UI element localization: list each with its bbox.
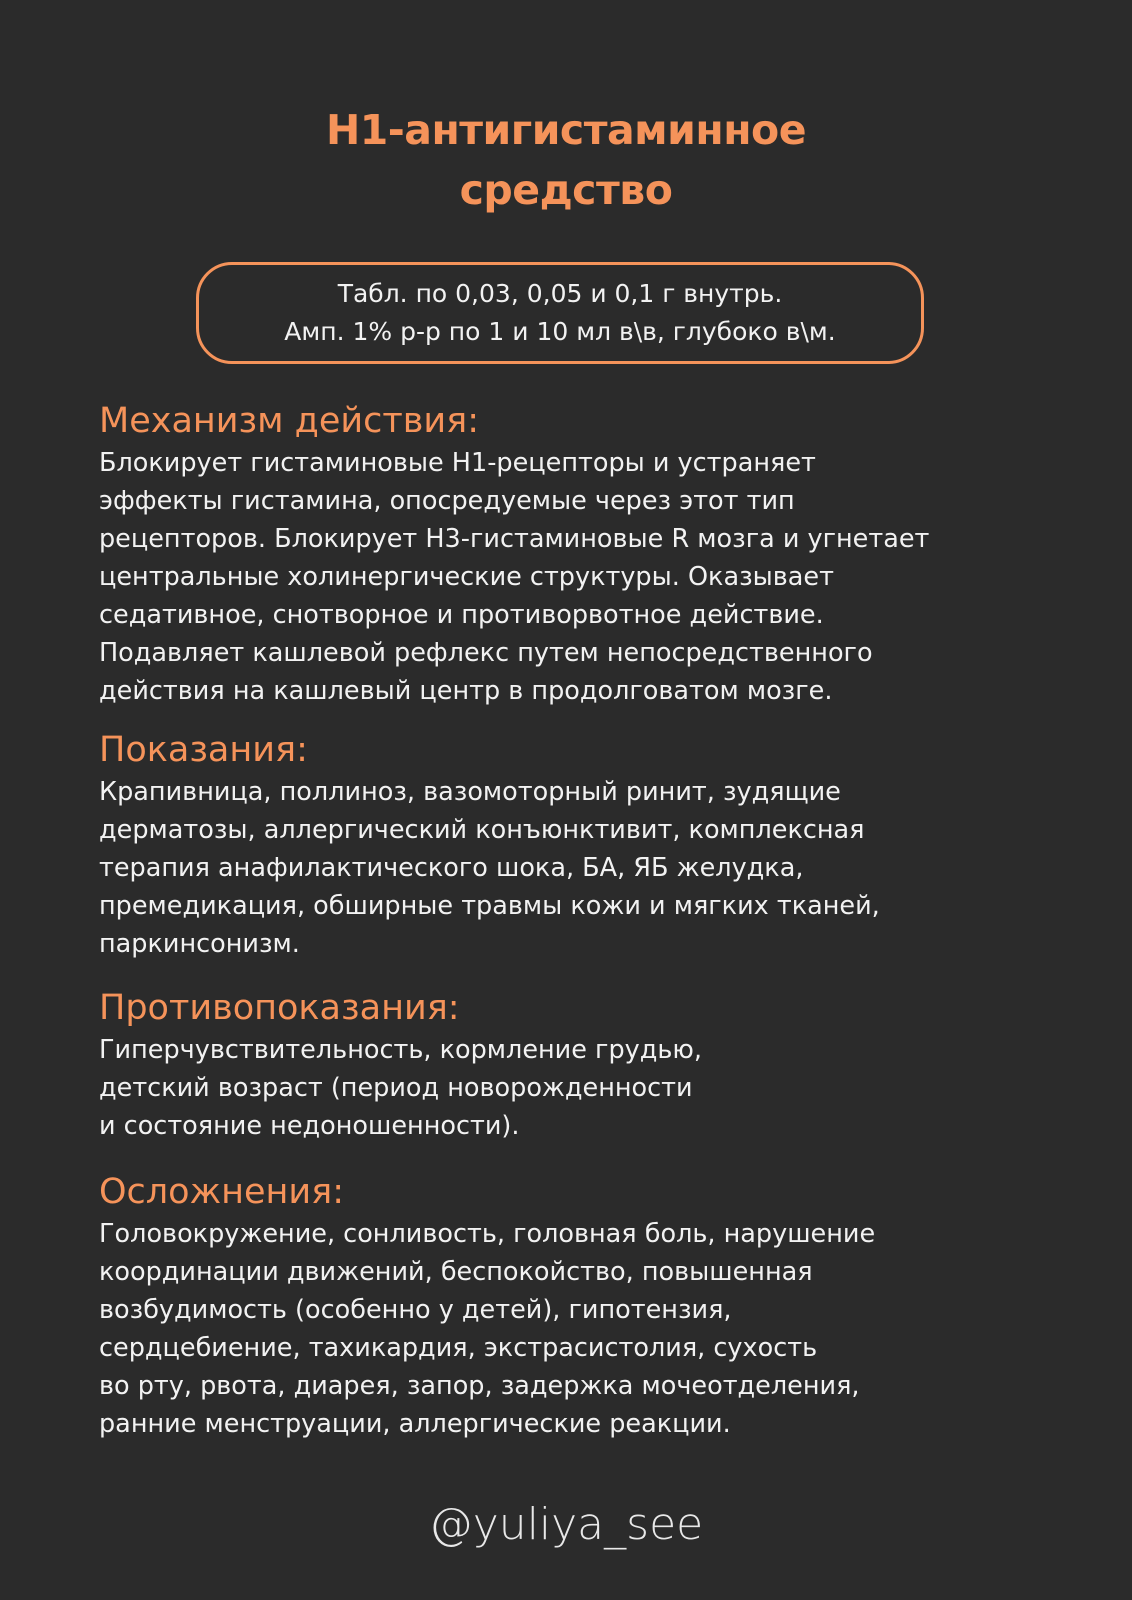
- section-heading: Показания:: [99, 730, 308, 770]
- section-heading: Осложнения:: [99, 1172, 344, 1212]
- section-text-line: возбудимость (особенно у детей), гипотензия,: [99, 1295, 732, 1325]
- section-text-line: действия на кашлевый центр в продолговатом мозге.: [99, 676, 833, 706]
- section-mechanism: [99, 398, 929, 710]
- title-line-1: H1-антигистаминное: [325, 106, 807, 154]
- section-indications: [99, 727, 880, 963]
- section-text-line: Подавляет кашлевой рефлекс путем непосредственного: [99, 638, 873, 668]
- title-line-2: средство: [459, 166, 673, 214]
- section-text-line: во рту, рвота, диарея, запор, задержка мочеотделения,: [99, 1371, 860, 1401]
- section-text-line: эффекты гистамина, опосредуемые через этот тип: [99, 486, 795, 516]
- section-text-line: и состояние недоношенности).: [99, 1111, 520, 1141]
- dosage-line-1: Табл. по 0,03, 0,05 и 0,1 г внутрь.: [337, 279, 783, 308]
- dosage-line-2: Амп. 1% р-р по 1 и 10 мл в\в, глубоко в\м.: [284, 317, 836, 346]
- section-text-line: детский возраст (период новорожденности: [99, 1073, 693, 1103]
- section-text-line: Блокирует гистаминовые H1-рецепторы и устраняет: [99, 448, 816, 478]
- section-heading: Механизм действия:: [99, 401, 479, 441]
- section-text-line: терапия анафилактического шока, БА, ЯБ желудка,: [99, 853, 804, 883]
- section-text-line: сердцебиение, тахикардия, экстрасистолия, сухость: [99, 1333, 818, 1363]
- section-text-line: дерматозы, аллергический конъюнктивит, комплексная: [99, 815, 865, 845]
- page-title: [0, 100, 1132, 220]
- section-text-line: паркинсонизм.: [99, 929, 300, 959]
- section-text-line: координации движений, беспокойство, повышенная: [99, 1257, 813, 1287]
- section-text-line: Гиперчувствительность, кормление грудью,: [99, 1035, 702, 1065]
- author-handle: @yuliya_see: [428, 1499, 704, 1550]
- section-contraindications: [99, 985, 702, 1145]
- section-heading: Противопоказания:: [99, 988, 460, 1028]
- section-text-line: ранние менструации, аллергические реакции.: [99, 1409, 731, 1439]
- section-text-line: седативное, снотворное и противорвотное действие.: [99, 600, 824, 630]
- section-text-line: премедикация, обширные травмы кожи и мягких тканей,: [99, 891, 880, 921]
- section-complications: [99, 1169, 875, 1443]
- section-text-line: Головокружение, сонливость, головная боль, нарушение: [99, 1219, 876, 1249]
- dosage-box: [196, 262, 924, 364]
- section-text-line: рецепторов. Блокирует H3-гистаминовые R мозга и угнетает: [99, 524, 930, 554]
- section-text-line: центральные холинергические структуры. Оказывает: [99, 562, 834, 592]
- section-text-line: Крапивница, поллиноз, вазомоторный ринит, зудящие: [99, 777, 841, 807]
